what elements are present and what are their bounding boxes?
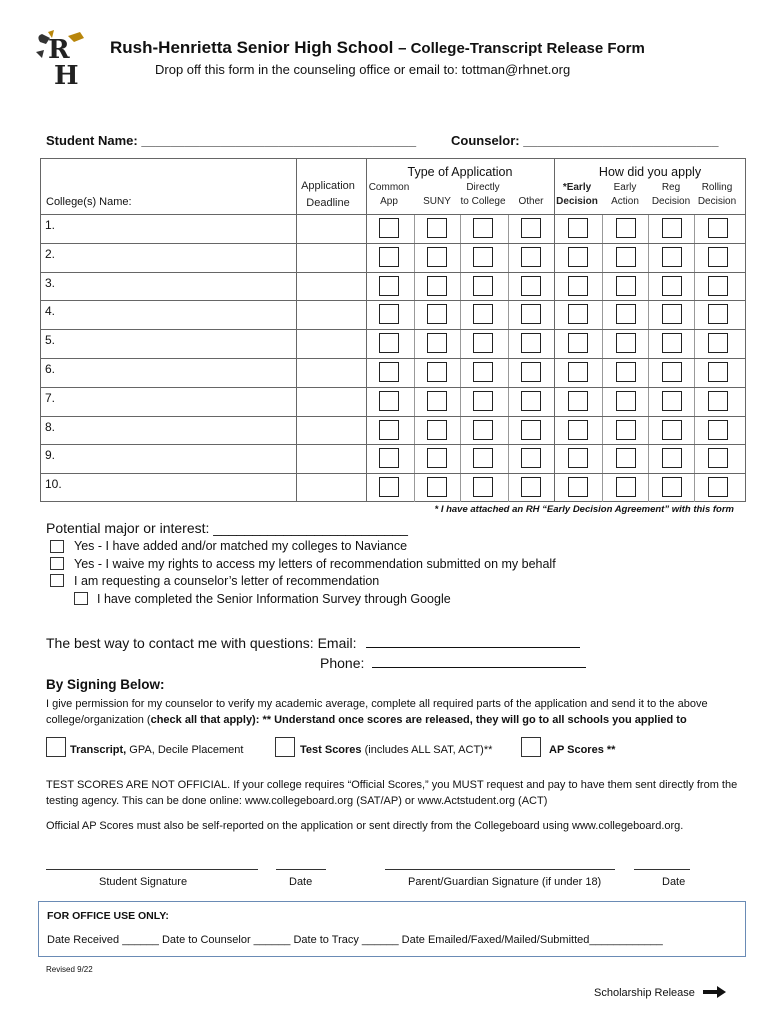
application-type-checkbox[interactable] [427, 218, 447, 238]
application-type-checkbox[interactable] [521, 448, 541, 468]
how-did-you-apply-header: How did you apply [598, 165, 702, 179]
transcript-option [70, 744, 243, 756]
naviance-checkbox[interactable] [50, 540, 64, 553]
application-type-checkbox[interactable] [379, 420, 399, 440]
counselor-label: Counselor: [451, 133, 520, 148]
apply-method-checkbox[interactable] [568, 218, 588, 238]
apply-method-checkbox[interactable] [568, 448, 588, 468]
contact-label: The best way to contact me with questions: [46, 635, 314, 651]
permission-paragraph [46, 696, 746, 728]
application-type-checkbox[interactable] [379, 304, 399, 324]
transcript-rest: GPA, Decile Placement [126, 744, 244, 756]
apply-method-checkbox[interactable] [708, 391, 728, 411]
college-name-input[interactable] [62, 417, 292, 444]
deadline-input[interactable] [298, 273, 364, 300]
parent-date-line[interactable] [634, 868, 690, 870]
senior-survey-label: I have completed the Senior Information Survey through Google [97, 592, 451, 606]
waive-rights-label: Yes - I waive my rights to access my letters of recommendation submitted on my behalf [74, 557, 556, 571]
parent-date-label: Date [662, 876, 686, 888]
transcript-bold: Transcript, [70, 744, 127, 756]
application-type-checkbox[interactable] [379, 333, 399, 353]
application-type-checkbox[interactable] [521, 247, 541, 267]
application-type-checkbox[interactable] [473, 420, 493, 440]
application-type-checkbox[interactable] [379, 477, 399, 497]
apply-method-checkbox[interactable] [616, 276, 636, 296]
instructions: Drop off this form in the counseling office or email to: tottman@rhnet.org [155, 62, 571, 77]
college-name-input[interactable] [62, 359, 292, 386]
counselor-letter-label: I am requesting a counselor’s letter of recommendation [74, 574, 380, 588]
table-subheader-line-2: Other [518, 196, 544, 207]
parent-signature-label: Parent/Guardian Signature (if under 18) [408, 876, 602, 888]
apply-method-checkbox[interactable] [708, 218, 728, 238]
major-field[interactable] [46, 520, 408, 536]
table-subheader [366, 181, 412, 209]
apply-method-checkbox[interactable] [662, 391, 682, 411]
row-number: 4. [45, 304, 56, 319]
svg-text:R: R [48, 35, 70, 65]
apply-method-checkbox[interactable] [708, 247, 728, 267]
apply-method-checkbox[interactable] [568, 477, 588, 497]
application-type-checkbox[interactable] [521, 333, 541, 353]
table-subheader [554, 181, 600, 209]
student-date-line[interactable] [276, 868, 326, 870]
application-type-checkbox[interactable] [427, 304, 447, 324]
deadline-input[interactable] [298, 474, 364, 501]
signing-heading: By Signing Below: [46, 677, 165, 692]
right-arrow-icon[interactable] [703, 985, 727, 999]
row-number: 10. [45, 477, 62, 492]
table-subheader-line-1: Rolling [701, 182, 733, 193]
row-number: 6. [45, 362, 56, 376]
deadline-input[interactable] [298, 359, 364, 386]
application-type-checkbox[interactable] [473, 391, 493, 411]
student-name-label: Student Name: [46, 133, 138, 148]
college-name-input[interactable] [62, 474, 292, 501]
apply-method-checkbox[interactable] [616, 362, 636, 382]
student-name-field[interactable] [46, 133, 416, 148]
deadline-input[interactable] [298, 445, 364, 472]
table-subheader-line-1: Directly [466, 182, 500, 193]
application-type-checkbox[interactable] [427, 276, 447, 296]
type-of-application-header: Type of Application [407, 165, 513, 179]
permission-text: I give permission for my counselor to verify my academic average, complete all required parts of the application and send it to the above college/organization ( [46, 698, 708, 726]
school-name: Rush-Henrietta Senior High School [110, 38, 394, 57]
table-subheader-line-2: Decision [697, 196, 737, 207]
deadline-input[interactable] [298, 244, 364, 271]
apply-method-checkbox[interactable] [616, 304, 636, 324]
apply-method-checkbox[interactable] [616, 333, 636, 353]
student-name-blank[interactable]: ______________________________________ [141, 133, 417, 148]
office-use-fields: Date Received ______ Date to Counselor ______ Date to Tracy ______ Date Emailed/Faxed/Mailed/Submitted____________ [47, 934, 663, 946]
parent-signature-line[interactable] [385, 868, 615, 870]
application-type-checkbox[interactable] [379, 391, 399, 411]
svg-text:H: H [54, 61, 79, 88]
college-name-input[interactable] [62, 244, 292, 271]
apply-method-checkbox[interactable] [662, 247, 682, 267]
application-type-checkbox[interactable] [379, 218, 399, 238]
table-subheader-line-1: Early [613, 182, 637, 193]
test-scores-option [300, 744, 492, 756]
application-type-checkbox[interactable] [473, 276, 493, 296]
apply-method-checkbox[interactable] [616, 420, 636, 440]
apply-method-checkbox[interactable] [616, 218, 636, 238]
table-subheader [508, 181, 554, 209]
application-type-checkbox[interactable] [427, 333, 447, 353]
application-type-checkbox[interactable] [473, 218, 493, 238]
college-col-header: College(s) Name: [46, 196, 132, 208]
apply-method-checkbox[interactable] [568, 391, 588, 411]
apply-method-checkbox[interactable] [708, 304, 728, 324]
revised-date: Revised 9/22 [46, 965, 93, 974]
deadline-input[interactable] [298, 301, 364, 328]
senior-survey-checkbox[interactable] [74, 592, 88, 605]
application-type-checkbox[interactable] [427, 362, 447, 382]
table-subheader [648, 181, 694, 209]
apply-method-checkbox[interactable] [616, 391, 636, 411]
form-name: – College-Transcript Release Form [398, 40, 645, 57]
apply-method-checkbox[interactable] [662, 276, 682, 296]
application-type-checkbox[interactable] [473, 304, 493, 324]
application-type-checkbox[interactable] [521, 391, 541, 411]
row-number: 3. [45, 275, 56, 290]
application-type-checkbox[interactable] [521, 362, 541, 382]
ap-scores-option [549, 744, 615, 756]
application-type-checkbox[interactable] [427, 448, 447, 468]
apply-method-checkbox[interactable] [662, 333, 682, 353]
deadline-header-line-2: Deadline [306, 197, 350, 209]
scholarship-release-link[interactable]: Scholarship Release [594, 987, 695, 999]
apply-method-checkbox[interactable] [708, 276, 728, 296]
application-type-checkbox[interactable] [521, 218, 541, 238]
college-name-input[interactable] [62, 445, 292, 472]
apply-method-checkbox[interactable] [662, 218, 682, 238]
check-all-text: check all that apply): [150, 714, 260, 726]
phone-label: Phone: [320, 655, 365, 671]
application-type-checkbox[interactable] [379, 247, 399, 267]
deadline-input[interactable] [298, 215, 364, 242]
waive-rights-checkbox[interactable] [50, 557, 64, 570]
apply-method-checkbox[interactable] [568, 420, 588, 440]
apply-method-checkbox[interactable] [568, 276, 588, 296]
table-subheader [694, 181, 740, 209]
apply-method-checkbox[interactable] [662, 477, 682, 497]
application-type-checkbox[interactable] [379, 276, 399, 296]
major-label: Potential major or interest: [46, 520, 210, 536]
apply-method-checkbox[interactable] [568, 333, 588, 353]
ap-scores-bold: AP Scores ** [549, 744, 616, 756]
apply-method-checkbox[interactable] [708, 448, 728, 468]
college-table [40, 158, 746, 502]
college-name-input[interactable] [62, 215, 292, 242]
student-date-label: Date [289, 876, 313, 888]
table-subheader-line-2: to College [460, 196, 506, 207]
table-subheader [602, 181, 648, 209]
application-type-checkbox[interactable] [427, 477, 447, 497]
apply-method-checkbox[interactable] [616, 448, 636, 468]
apply-method-checkbox[interactable] [568, 362, 588, 382]
table-subheader-line-2: Action [611, 196, 639, 207]
table-subheader-line-1: Common [368, 182, 410, 193]
row-number: 9. [45, 448, 56, 463]
counselor-blank[interactable]: ___________________________ [523, 133, 719, 148]
apply-method-checkbox[interactable] [662, 420, 682, 440]
major-blank[interactable]: _________________________ [213, 520, 408, 536]
application-type-checkbox[interactable] [521, 276, 541, 296]
table-subheader-line-2: SUNY [423, 196, 451, 207]
apply-method-checkbox[interactable] [708, 333, 728, 353]
apply-method-checkbox[interactable] [616, 477, 636, 497]
rh-logo [34, 28, 90, 88]
apply-method-checkbox[interactable] [662, 362, 682, 382]
application-type-checkbox[interactable] [427, 391, 447, 411]
apply-method-checkbox[interactable] [708, 477, 728, 497]
phone-input[interactable] [372, 655, 586, 668]
table-subheader [460, 181, 506, 209]
college-name-input[interactable] [62, 301, 292, 328]
application-type-checkbox[interactable] [473, 448, 493, 468]
table-subheader-line-2: Decision [651, 196, 691, 207]
apply-method-checkbox[interactable] [662, 448, 682, 468]
counselor-letter-checkbox[interactable] [50, 574, 64, 587]
transcript-checkbox[interactable] [46, 737, 66, 757]
college-name-input[interactable] [62, 273, 292, 300]
apply-method-checkbox[interactable] [616, 247, 636, 267]
deadline-input[interactable] [298, 388, 364, 415]
page-title [110, 38, 645, 58]
application-type-checkbox[interactable] [379, 448, 399, 468]
apply-method-checkbox[interactable] [708, 362, 728, 382]
table-subheader-line-1 [414, 181, 460, 195]
apply-method-checkbox[interactable] [568, 247, 588, 267]
application-type-checkbox[interactable] [521, 304, 541, 324]
application-type-checkbox[interactable] [379, 362, 399, 382]
college-name-input[interactable] [62, 388, 292, 415]
application-type-checkbox[interactable] [521, 420, 541, 440]
office-use-box [38, 901, 746, 957]
deadline-input[interactable] [298, 330, 364, 357]
naviance-label: Yes - I have added and/or matched my colleges to Naviance [74, 539, 408, 553]
contact-email-row [46, 635, 580, 651]
early-decision-note: * I have attached an RH “Early Decision Agreement” with this form [434, 504, 734, 515]
apply-method-checkbox[interactable] [568, 304, 588, 324]
ap-scores-checkbox[interactable] [521, 737, 541, 757]
application-type-checkbox[interactable] [473, 362, 493, 382]
application-type-checkbox[interactable] [427, 420, 447, 440]
deadline-input[interactable] [298, 417, 364, 444]
table-subheader [414, 181, 460, 209]
application-type-checkbox[interactable] [427, 247, 447, 267]
apply-method-checkbox[interactable] [662, 304, 682, 324]
test-scores-checkbox[interactable] [275, 737, 295, 757]
office-use-heading: FOR OFFICE USE ONLY: [47, 910, 169, 922]
email-label: Email: [317, 635, 357, 651]
student-signature-line[interactable] [46, 868, 258, 870]
test-scores-note: TEST SCORES ARE NOT OFFICIAL. If your college requires “Official Scores,” you MUST request and pay to have them sent directly from the testing agency. This can be done online: www.collegeboard.org (SAT/AP) or www.Actstudent.org (ACT) [46, 779, 738, 807]
college-name-input[interactable] [62, 330, 292, 357]
application-type-checkbox[interactable] [521, 477, 541, 497]
test-scores-bold: Test Scores [300, 744, 362, 756]
table-subheader-line-2: Decision [556, 196, 598, 207]
table-subheader-line-1: Reg [661, 182, 681, 193]
table-subheader-line-1 [508, 181, 554, 195]
application-type-checkbox[interactable] [473, 477, 493, 497]
application-type-checkbox[interactable] [473, 247, 493, 267]
row-number: 7. [45, 390, 56, 405]
row-number: 1. [45, 218, 56, 232]
deadline-header-line-1: Application [301, 180, 355, 192]
counselor-field[interactable] [451, 133, 718, 148]
table-subheader-line-1: *Early [562, 182, 592, 193]
apply-method-checkbox[interactable] [708, 420, 728, 440]
row-number: 5. [45, 333, 56, 348]
scores-warning: ** Understand once scores are released, they will go to all schools you applied to [259, 714, 687, 726]
table-subheader-line-2: App [380, 196, 398, 207]
ap-scores-note: Official AP Scores must also be self-reported on the application or sent directly from the Collegeboard using www.collegeboard.org. [46, 820, 684, 832]
row-number: 2. [45, 246, 56, 261]
row-number: 8. [45, 419, 56, 434]
application-type-checkbox[interactable] [473, 333, 493, 353]
contact-phone-row [320, 655, 586, 671]
test-scores-rest: (includes ALL SAT, ACT)** [361, 744, 493, 756]
student-signature-label: Student Signature [99, 876, 188, 888]
email-input[interactable] [366, 635, 580, 648]
